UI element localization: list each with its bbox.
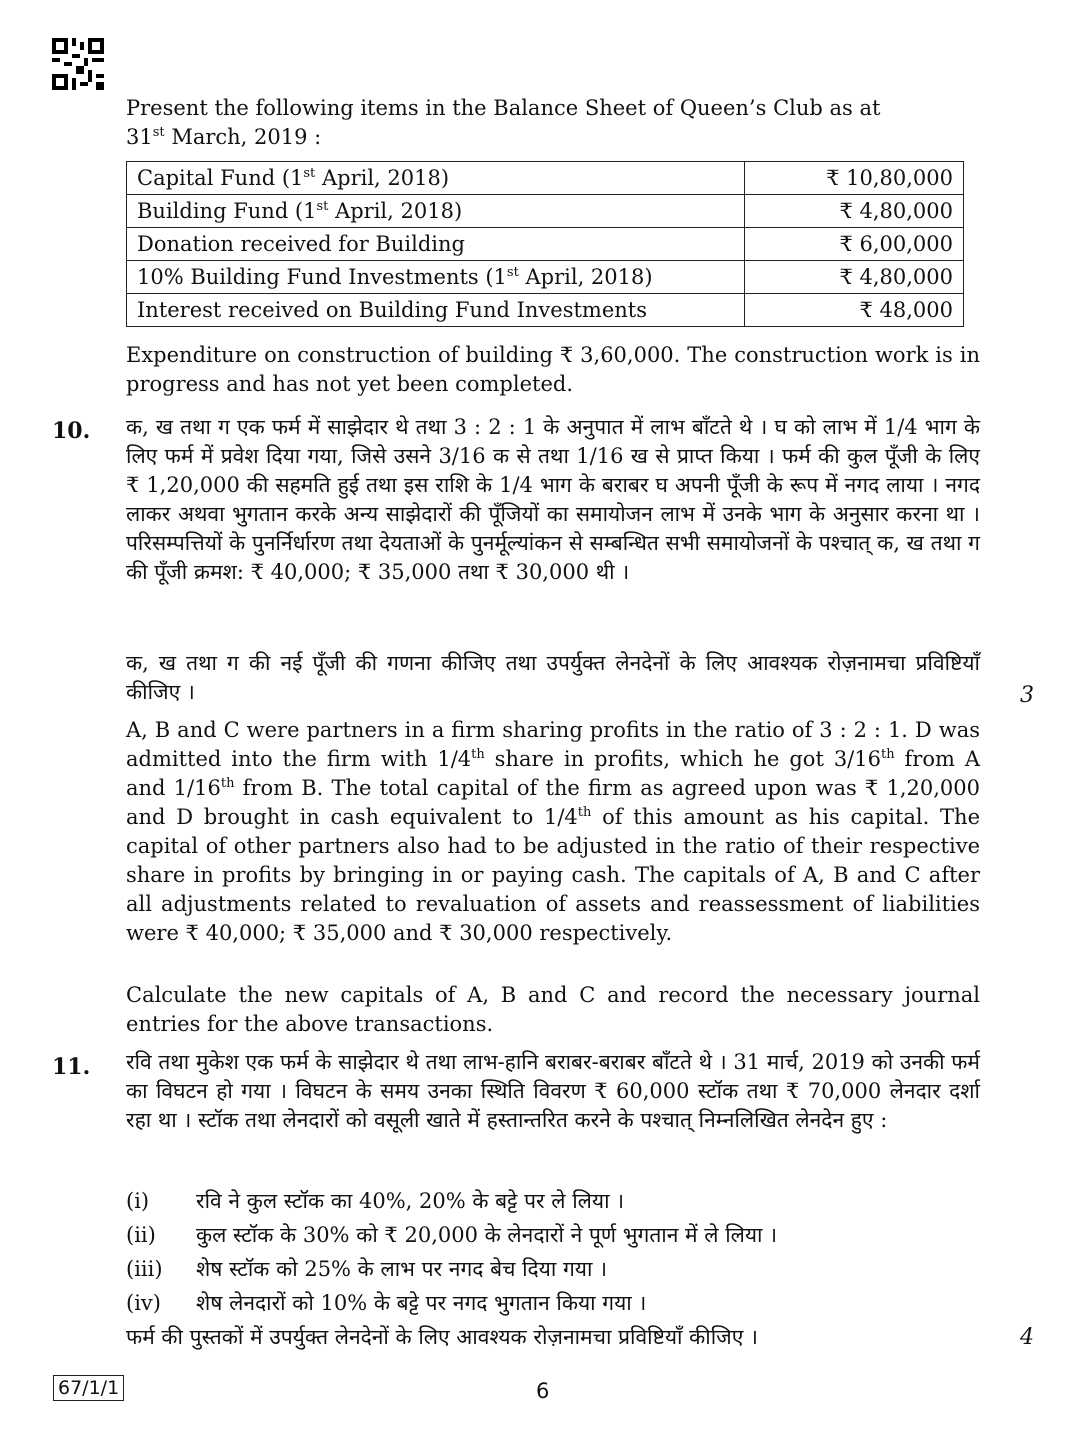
table-row: Building Fund (1st April, 2018) ₹ 4,80,000 — [127, 195, 964, 228]
question-number-11: 11. — [52, 1054, 91, 1080]
intro-text: Present the following items in the Balance Sheet of Queen’s Club as at 31st March, 2019 : — [126, 96, 881, 149]
list-item: (iv) शेष लेनदारों को 10% के बट्टे पर नगद भुगतान किया गया । — [126, 1291, 647, 1315]
paper-code: 67/1/1 — [53, 1375, 124, 1401]
q11-marks: 4 — [1020, 1325, 1034, 1350]
table-row: 10% Building Fund Investments (1st April, 2018) ₹ 4,80,000 — [127, 261, 964, 294]
qr-code-icon — [52, 38, 104, 90]
list-item: (ii) कुल स्टॉक के 30% को ₹ 20,000 के लेनदारों ने पूर्ण भुगतान में ले लिया । — [126, 1223, 778, 1247]
q10-marks: 3 — [1020, 683, 1034, 708]
table-row: Interest received on Building Fund Investments ₹ 48,000 — [127, 294, 964, 327]
q11-instruction: फर्म की पुस्तकों में उपर्युक्त लेनदेनों के लिए आवश्यक रोज़नामचा प्रविष्टियाँ कीजिए । — [126, 1325, 758, 1349]
balance-items-table — [126, 161, 964, 327]
q10-english-instruction: Calculate the new capitals of A, B and C and record the necessary journal entries for the above transactions. — [126, 983, 980, 1036]
construction-note: Expenditure on construction of building ₹ 3,60,000. The construction work is in progress and has not yet been completed. — [126, 343, 980, 396]
q10-hindi-text: क, ख तथा ग एक फर्म में साझेदार थे तथा 3 : 2 : 1 के अनुपात में लाभ बाँटते थे । घ को लाभ में 1/4 भाग के लिए फर्म में प्रवेश दिया गया, जिसे उसने 3/16 क से तथा 1/16 ख से प्राप्त किया । फर्म की कुल पूँजी के लिए ₹ 1,20,000 की सहमति हुई तथा इस राशि के 1/4 भाग के बराबर घ अपनी पूँजी के रूप में नगद लाया । नगद लाकर अथवा भुगतान करके अन्य साझेदारों की पूँजियों का समायोजन लाभ में उनके भाग के अनुसार करना था । परिसम्पत्तियों के पुनर्निर्धारण तथा देयताओं के पुनर्मूल्यांकन से सम्बन्धित सभी समायोजनों के पश्चात् क, ख तथा ग की पूँजी क्रमश: ₹ 40,000; ₹ 35,000 तथा ₹ 30,000 थी । — [126, 415, 980, 584]
page-number: 6 — [536, 1379, 550, 1403]
q11-hindi-text: रवि तथा मुकेश एक फर्म के साझेदार थे तथा लाभ-हानि बराबर-बराबर बाँटते थे । 31 मार्च, 2019 को उनकी फर्म का विघटन हो गया । विघटन के समय उनका स्थिति विवरण ₹ 60,000 स्टॉक तथा ₹ 70,000 लेनदार दर्शा रहा था । स्टॉक तथा लेनदारों को वसूली खाते में हस्तान्तरित करने के पश्चात् निम्नलिखित लेनदेन हुए : — [126, 1050, 980, 1132]
list-item: (iii) शेष स्टॉक को 25% के लाभ पर नगद बेच दिया गया । — [126, 1257, 608, 1281]
question-number-10: 10. — [52, 418, 91, 444]
q10-english-text: A, B and C were partners in a firm sharing profits in the ratio of 3 : 2 : 1. D was admitted into the firm with 1/4th share in profits, which he got 3/16th from A and 1/16th from B. The total capital of the firm as agreed upon was ₹ 1,20,000 and D brought in cash equivalent to 1/4th of this amount as his capital. The capital of other partners also had to be adjusted in the ratio of their respective share in profits by bringing in or paying cash. The capitals of A, B and C after all adjustments related to revaluation of assets and reassessment of liabilities were ₹ 40,000; ₹ 35,000 and ₹ 30,000 respectively. — [126, 718, 981, 945]
table-row: Capital Fund (1st April, 2018) ₹ 10,80,000 — [127, 162, 964, 195]
intro-line-1: Present the following items in the Balance Sheet of Queen’s Club as at — [126, 96, 881, 120]
list-item: (i) रवि ने कुल स्टॉक का 40%, 20% के बट्टे पर ले लिया । — [126, 1189, 625, 1213]
table-row: Donation received for Building ₹ 6,00,000 — [127, 228, 964, 261]
q10-hindi-instruction: क, ख तथा ग की नई पूँजी की गणना कीजिए तथा उपर्युक्त लेनदेनों के लिए आवश्यक रोज़नामचा प्रविष्टियाँ कीजिए । — [126, 651, 980, 704]
